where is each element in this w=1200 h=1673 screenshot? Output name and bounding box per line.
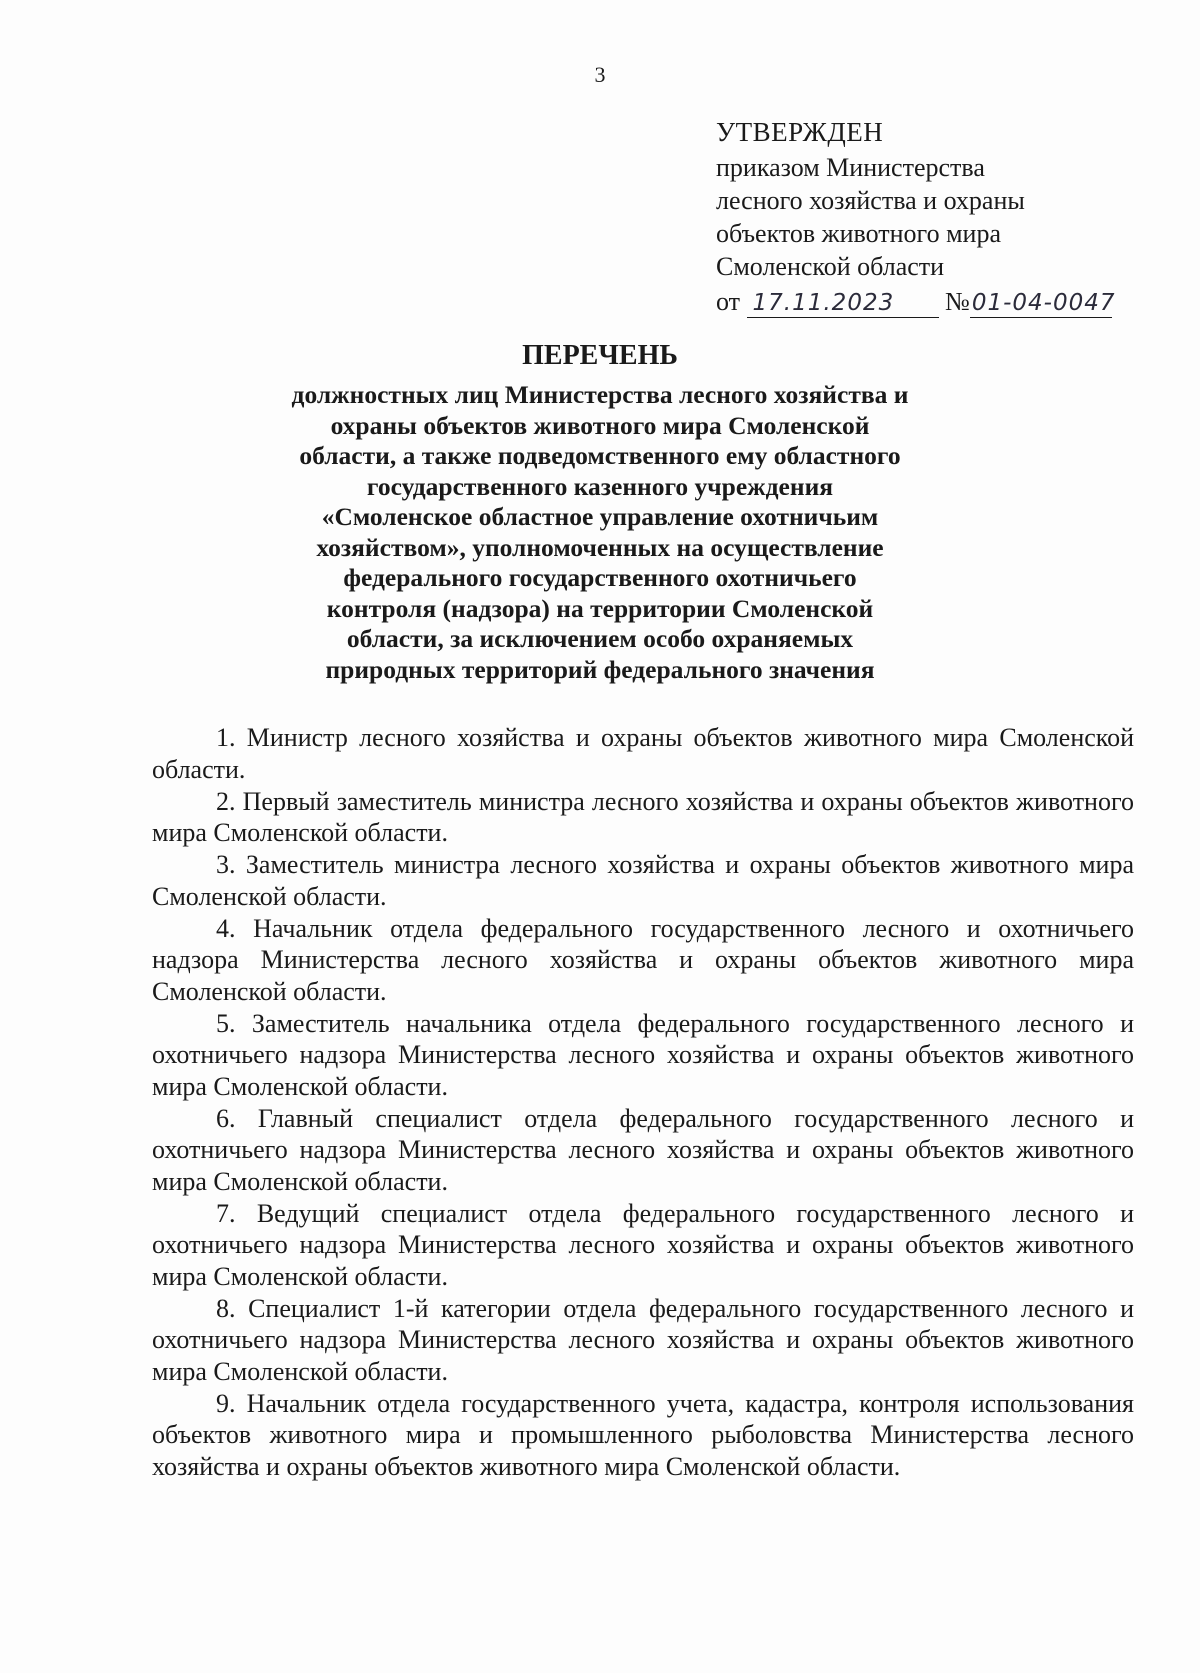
heading-line: охраны объектов животного мира Смоленской bbox=[330, 410, 870, 440]
approval-title: УТВЕРЖДЕН bbox=[716, 117, 884, 147]
officials-list bbox=[152, 722, 1134, 1483]
document-heading bbox=[260, 338, 940, 685]
list-item: 3. Заместитель министра лесного хозяйства и охраны объектов животного мира Смоленской области. bbox=[152, 850, 1134, 911]
list-item: 5. Заместитель начальника отдела федерального государственного лесного и охотничьего надзора Министерства лесного хозяйства и охраны объектов животного мира Смоленской области. bbox=[152, 1008, 1134, 1101]
list-item: 8. Специалист 1-й категории отдела федерального государственного лесного и охотничьего надзора Министерства лесного хозяйства и охраны объектов животного мира Смоленской области. bbox=[152, 1293, 1134, 1386]
heading-line: контроля (надзора) на территории Смоленской bbox=[326, 593, 874, 623]
page-number: 3 bbox=[594, 62, 606, 87]
heading-line: природных территорий федерального значения bbox=[325, 654, 875, 684]
approval-line: лесного хозяйства и охраны bbox=[716, 186, 1025, 215]
list-item: 9. Начальник отдела государственного учета, кадастра, контроля использования объектов животного мира и промышленного рыболовства Министерства лесного хозяйства и охраны объектов животного мира Смоленской области. bbox=[152, 1388, 1134, 1481]
list-item: 1. Министр лесного хозяйства и охраны объектов животного мира Смоленской области. bbox=[152, 723, 1134, 784]
heading-title: ПЕРЕЧЕНЬ bbox=[522, 340, 678, 371]
approval-number-handwritten: 01-04-0047 bbox=[971, 290, 1116, 316]
heading-line: государственного казенного учреждения bbox=[366, 471, 834, 501]
approval-date-handwritten: 17.11.2023 bbox=[747, 289, 939, 318]
heading-line: должностных лиц Министерства лесного хозяйства и bbox=[291, 380, 909, 409]
heading-line: федерального государственного охотничьего bbox=[343, 563, 857, 592]
approval-line: Смоленской области bbox=[716, 252, 945, 281]
approval-date-line bbox=[716, 285, 1156, 318]
approval-line: приказом Министерства bbox=[716, 153, 985, 182]
list-item: 4. Начальник отдела федерального государственного лесного и охотничьего надзора Министерства лесного хозяйства и охраны объектов животного мира Смоленской области. bbox=[152, 913, 1134, 1006]
heading-line: хозяйством», уполномоченных на осуществление bbox=[316, 532, 884, 562]
heading-line: области, за исключением особо охраняемых bbox=[346, 624, 854, 653]
list-item: 2. Первый заместитель министра лесного хозяйства и охраны объектов животного мира Смоленской области. bbox=[152, 786, 1134, 847]
heading-line: области, а также подведомственного ему областного bbox=[299, 441, 901, 470]
approval-stamp-block bbox=[716, 116, 1156, 318]
list-item: 6. Главный специалист отдела федерального государственного лесного и охотничьего надзора Министерства лесного хозяйства и охраны объектов животного мира Смоленской области. bbox=[152, 1103, 1134, 1196]
heading-line: «Смоленское областное управление охотничьим bbox=[321, 502, 879, 531]
approval-line: объектов животного мира bbox=[716, 219, 1001, 248]
list-item: 7. Ведущий специалист отдела федерального государственного лесного и охотничьего надзора Министерства лесного хозяйства и охраны объектов животного мира Смоленской области. bbox=[152, 1198, 1134, 1291]
date-prefix: от bbox=[716, 287, 741, 316]
number-prefix: № bbox=[945, 287, 970, 316]
